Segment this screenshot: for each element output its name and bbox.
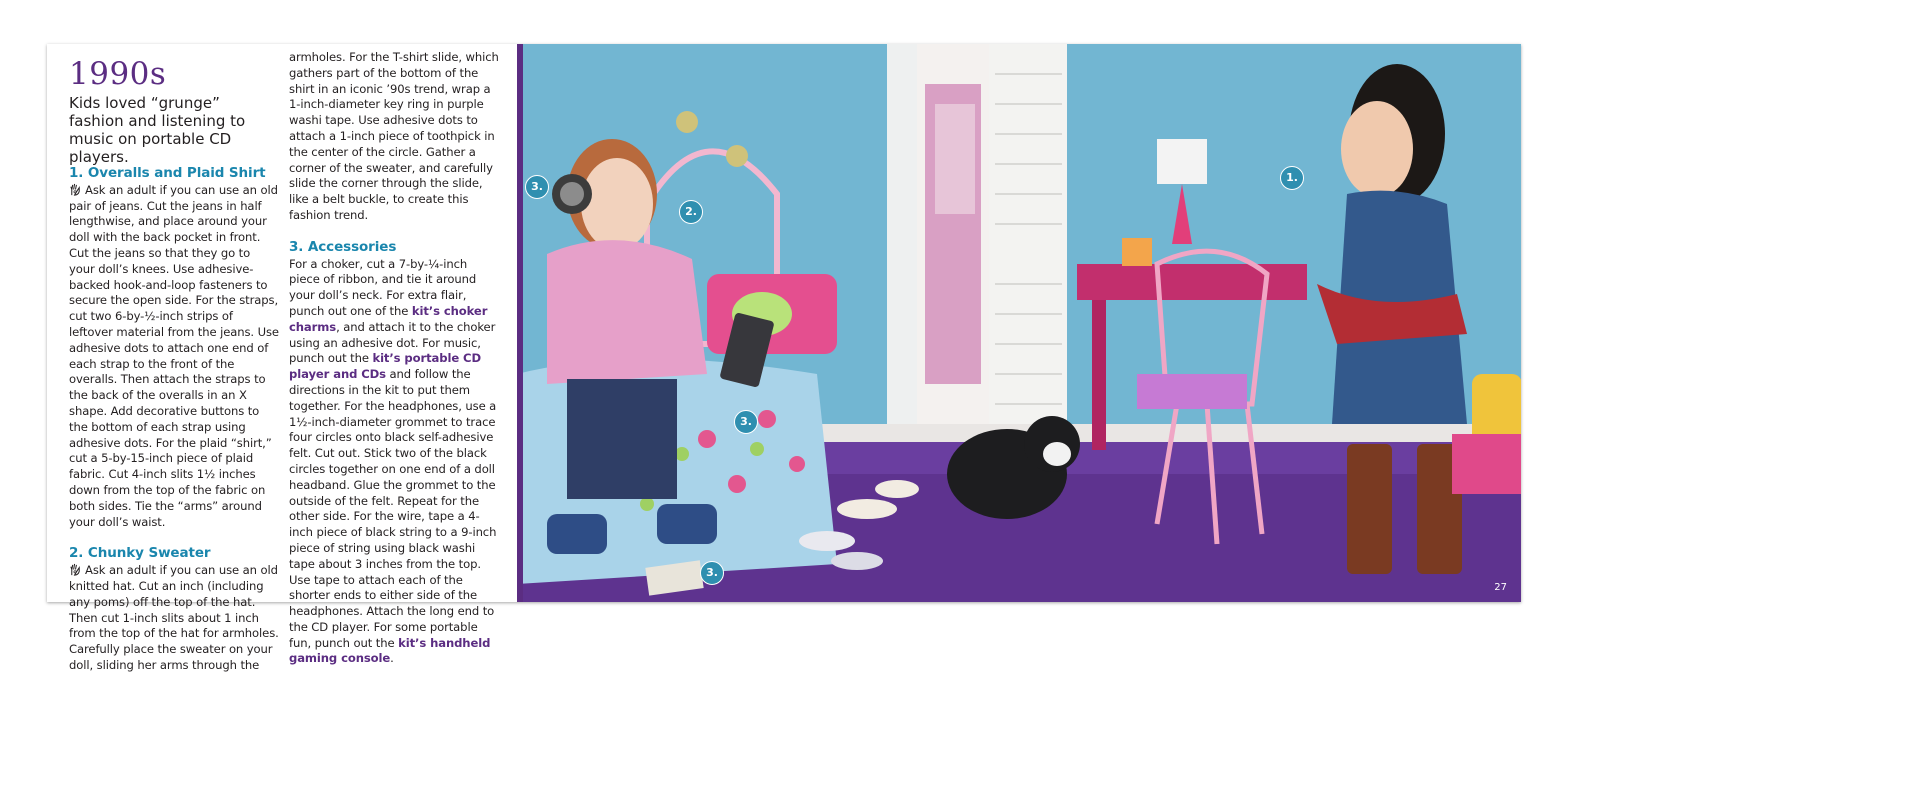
section-overalls	[69, 166, 279, 530]
cd-player-link[interactable]: kit’s portable CD player and CDs	[289, 351, 481, 382]
section-sweater	[69, 546, 279, 673]
body-text: .	[390, 651, 394, 666]
page-number: 27	[1494, 582, 1507, 593]
body-text: , and attach it to the choker using an adhesive dot. For music, punch out the	[289, 319, 496, 366]
callout-accessories-cd-player: 3.	[734, 410, 758, 434]
section-heading: 2. Chunky Sweater	[69, 545, 211, 562]
callout-accessories-gaming: 3.	[700, 561, 724, 585]
intro-text: Kids loved “grunge” fashion and listening to music on portable CD players.	[69, 94, 246, 166]
section-body	[289, 257, 499, 668]
text-column-1	[69, 166, 279, 674]
callout-sweater: 2.	[679, 200, 703, 224]
body-text: Ask an adult if you can use an old pair of jeans. Cut the jeans in half lengthwise, and place around your doll with the back pocket in front. Cut the jeans so that they go to your doll’s knees. Use adhesive-backed hook-and-loop fasteners to secure the open side. For the straps, cut two 6-by-½-inch strips of leftover material from the jeans. Use adhesive dots to attach one end of each strap to the front of the overalls. Then attach the straps to the back of the overalls in an X shape. Add decorative buttons to the bottom of each strap using adhesive dots. For the plaid “shirt,” cut a 5-by-15-inch piece of plaid fabric. Cut 4-inch slits 1½ inches down from the top of the fabric on both sides. Tie the “arms” around your doll’s waist.	[69, 182, 279, 529]
callout-overalls: 1.	[1280, 166, 1304, 190]
text-page	[47, 44, 517, 672]
section-body	[69, 183, 279, 531]
hand-icon	[69, 563, 82, 576]
hand-icon	[69, 183, 82, 196]
gaming-console-link[interactable]: kit’s handheld gaming console	[289, 635, 491, 666]
scene-illustration	[517, 44, 1521, 602]
body-text: Ask an adult if you can use an old knitted hat. Cut an inch (including any poms) off the top of the hat. Then cut 1-inch slits about 1 inch from the top of the hat for armholes. Carefully place the sweater on your doll, sliding her arms through the	[69, 563, 279, 672]
body-text: and follow the directions in the kit to put them together. For the headphones, use a 1½-inch-diameter grommet to trace four circles onto black self-adhesive felt. Cut out. Stick two of the black circles together on one end of a doll headband. Glue the grommet to the outside of the felt. Repeat for the other side. For the wire, tape a 4-inch piece of black string to a 9-inch piece of string using black washi tape about 3 inches from the top. Use tape to attach each of the shorter ends to either side of the headphones. Attach the long end to the CD player. For some portable fun, punch out the	[289, 367, 497, 650]
body-text: For a choker, cut a 7-by-¼-inch piece of ribbon, and tie it around your doll’s neck. For extra flair, punch out one of the	[289, 256, 477, 318]
page-title: 1990s	[69, 56, 167, 92]
spine-accent	[517, 44, 523, 602]
book-spread	[47, 44, 1521, 672]
text-column-2	[289, 50, 499, 667]
section-body	[69, 563, 279, 674]
section-body-continued: armholes. For the T-shirt slide, which gathers part of the bottom of the shirt in an iconic ’90s trend, wrap a 1-inch-diameter key ring in purple washi tape. Use adhesive dots to attach a 1-inch piece of toothpick in the center of the circle. Gather a corner of the sweater, and carefully slide the corner through the slide, like a belt buckle, to create this fashion trend.	[289, 50, 499, 222]
doll-scene-photo	[517, 44, 1521, 602]
section-accessories	[289, 240, 499, 668]
callout-accessories-headphones: 3.	[525, 175, 549, 199]
section-heading: 1. Overalls and Plaid Shirt	[69, 165, 266, 181]
section-heading: 3. Accessories	[289, 238, 397, 255]
choker-charms-link[interactable]: kit’s choker charms	[289, 303, 488, 334]
